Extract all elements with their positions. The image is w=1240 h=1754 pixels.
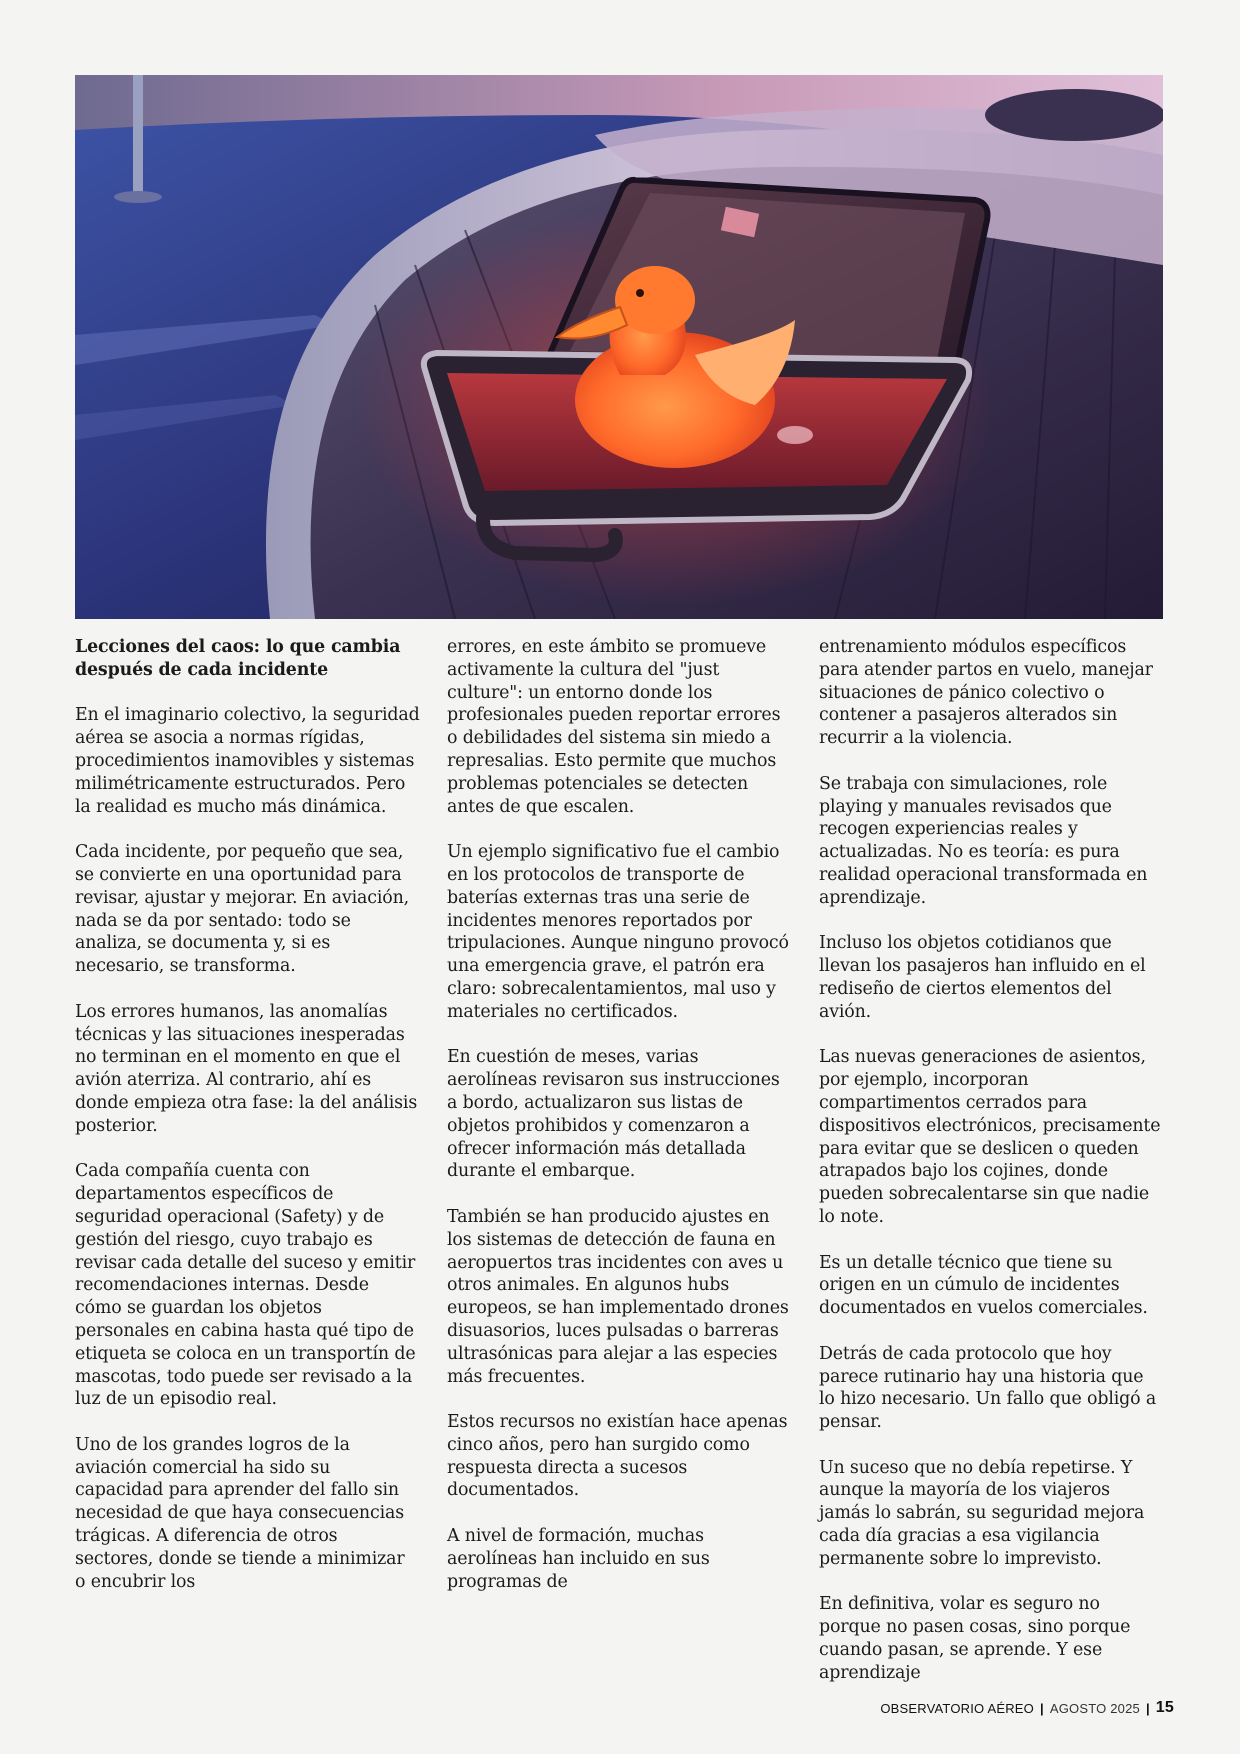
duck-in-suitcase-illustration	[75, 75, 1163, 619]
issue-date: AGOSTO 2025	[1049, 1700, 1140, 1716]
paragraph: entrenamiento módulos específicos para atender partos en vuelo, manejar situaciones de pánico colectivo o contener a pasajeros alterados sin recurrir a la violencia.	[819, 637, 1153, 749]
paragraph: Cada incidente, por pequeño que sea, se convierte en una oportunidad para revisar, ajustar y mejorar. En aviación, nada se da por sentado: todo se analiza, se documenta y, si es necesario, se transforma.	[75, 842, 410, 977]
paragraph: En definitiva, volar es seguro no porque no pasen cosas, sino porque cuando pasan, se aprende. Y ese aprendizaje	[819, 1594, 1131, 1683]
paragraph: Un ejemplo significativo fue el cambio en los protocolos de transporte de baterías externas tras una serie de incidentes menores reportados por tripulaciones. Aunque ninguno provocó una emergencia grave, el patrón era claro: sobrecalentamientos, mal uso y materiales no certificados.	[447, 842, 789, 1022]
publication-name: OBSERVATORIO AÉREO	[880, 1700, 1034, 1716]
page-number-separator: |	[1145, 1700, 1150, 1716]
paragraph: En el imaginario colectivo, la seguridad aérea se asocia a normas rígidas, procedimientos inamovibles y sistemas milimétricamente estructurados. Pero la realidad es mucho más dinámica.	[75, 705, 420, 817]
paragraph: También se han producido ajustes en los sistemas de detección de fauna en aeropuertos tras incidentes con aves u otros animales. En algunos hubs europeos, se han implementado drones disuasorios, luces pulsadas o barreras ultrasónicas para alejar a las especies más frecuentes.	[447, 1206, 789, 1387]
paragraph: Las nuevas generaciones de asientos, por ejemplo, incorporan compartimentos cerrados para dispositivos electrónicos, precisamente para evitar que se deslicen o queden atrapados bajo los cojines, donde pueden sobrecalentarse sin que nadie lo note.	[819, 1047, 1161, 1227]
paragraph: A nivel de formación, muchas aerolíneas han incluido en sus programas de	[447, 1526, 710, 1592]
article-column-2	[447, 636, 792, 1616]
article-heading: Lecciones del caos: lo que cambia después de cada incidente	[75, 637, 401, 680]
article-column-1	[75, 636, 420, 1616]
paragraph: Cada compañía cuenta con departamentos específicos de seguridad operacional (Safety) y de gestión del riesgo, cuyo trabajo es revisar cada detalle del suceso y emitir recomendaciones internas. Desde cómo se guardan los objetos personales en cabina hasta qué tipo de etiqueta se coloca en un transportín de mascotas, todo puede ser revisado a la luz de un episodio real.	[75, 1161, 416, 1410]
paragraph: Los errores humanos, las anomalías técnicas y las situaciones inesperadas no terminan en el momento en que el avión aterriza. Al contrario, ahí es donde empieza otra fase: la del análisis posterior.	[75, 1001, 418, 1136]
footer-separator: |	[1039, 1700, 1044, 1716]
paragraph: Estos recursos no existían hace apenas cinco años, pero han surgido como respuesta directa a sucesos documentados.	[447, 1412, 788, 1501]
hero-photo	[75, 75, 1163, 619]
paragraph: errores, en este ámbito se promueve activamente la cultura del "just culture": un entorno donde los profesionales pueden reportar errores o debilidades del sistema sin miedo a represalias. Esto permite que muchos problemas potenciales se detecten antes de que escalen.	[447, 637, 781, 817]
page-footer	[880, 1699, 1174, 1717]
paragraph: Un suceso que no debía repetirse. Y aunque la mayoría de los viajeros jamás lo sabrán, su seguridad mejora cada día gracias a esa vigilancia permanente sobre lo imprevisto.	[819, 1457, 1145, 1569]
paragraph: En cuestión de meses, varias aerolíneas revisaron sus instrucciones a bordo, actualizaron sus listas de objetos prohibidos y comenzaron a ofrecer información más detallada durante el embarque.	[447, 1047, 780, 1182]
page-number: 15	[1155, 1699, 1174, 1716]
paragraph: Uno de los grandes logros de la aviación comercial ha sido su capacidad para aprender del fallo sin necesidad de que haya consecuencias trágicas. A diferencia de otros sectores, donde se tiende a minimizar o encubrir los	[75, 1434, 405, 1592]
paragraph: Detrás de cada protocolo que hoy parece rutinario hay una historia que lo hizo necesario. Un fallo que obligó a pensar.	[819, 1343, 1157, 1433]
paragraph: Es un detalle técnico que tiene su origen en un cúmulo de incidentes documentados en vuelos comerciales.	[819, 1252, 1148, 1319]
paragraph: Se trabaja con simulaciones, role playing y manuales revisados que recogen experiencias reales y actualizadas. No es teoría: es pura realidad operacional transformada en aprendizaje.	[819, 773, 1148, 908]
paragraph: Incluso los objetos cotidianos que llevan los pasajeros han influido en el rediseño de ciertos elementos del avión.	[819, 933, 1146, 1022]
article-column-3	[819, 636, 1164, 1707]
